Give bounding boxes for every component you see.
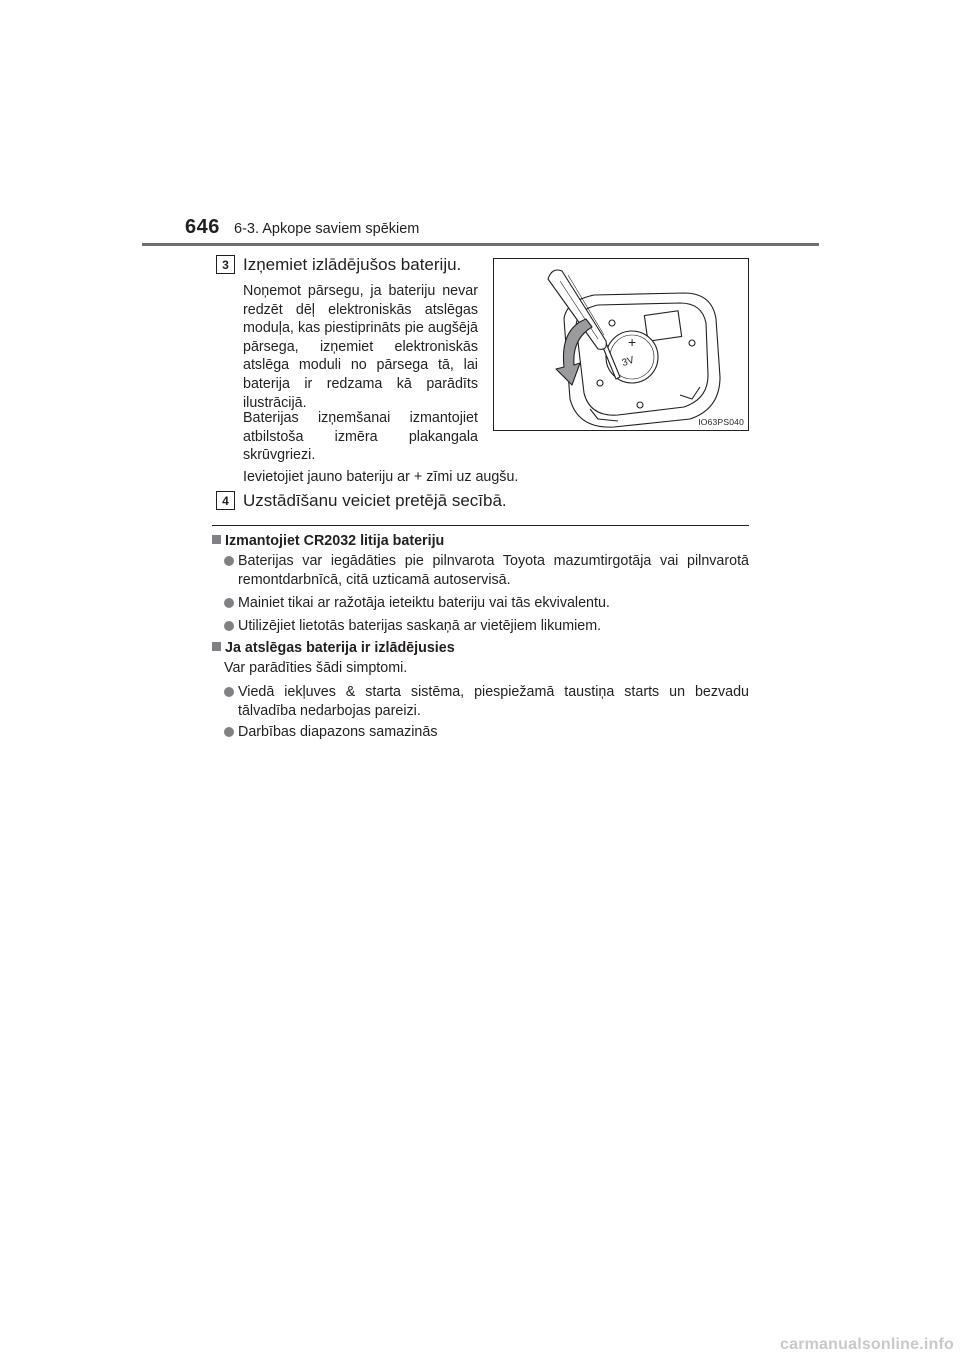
battery-voltage-label: 3V: [620, 354, 636, 369]
note-1-heading-text: Izmantojiet CR2032 litija bateriju: [225, 533, 445, 549]
section-title: 6-3. Apkope saviem spēkiem: [234, 221, 420, 237]
key-chip: [644, 311, 681, 341]
note-1-heading: [212, 533, 444, 549]
note-2-heading: [212, 640, 455, 656]
battery-removal-illustration: [493, 258, 749, 431]
circle-bullet-icon: [224, 727, 234, 737]
circle-bullet-icon: [224, 598, 234, 608]
battery-plus-mark: +: [628, 334, 637, 350]
step-3-paragraph-3: Ievietojiet jauno bateriju ar + zīmi uz augšu.: [243, 469, 519, 485]
circle-bullet-icon: [224, 687, 234, 697]
note-2-bullet-2: Darbības diapazons samazinās: [224, 723, 749, 742]
watermark: carmanualsonline.info: [780, 1336, 955, 1353]
figure-code: IO63PS040: [698, 417, 744, 427]
square-bullet-icon: [212, 642, 221, 651]
step-3-paragraph-1: Noņemot pārsegu, ja bateriju nevar redzēt dēļ elektroniskās atslēgas moduļa, kas piestiprināts pie augšējā pārsega, izņemiet elektroniskās atslēga moduli no pārsega tā, lai baterija ir redzama kā parādīts ilustrācijā.: [243, 283, 478, 411]
step-4-badge: 4: [216, 491, 235, 510]
note-2-intro: Var parādīties šādi simptomi.: [224, 660, 408, 676]
circle-bullet-icon: [224, 556, 234, 566]
note-1-bullet-3: Utilizējiet lietotās baterijas saskaņā ar vietējiem likumiem.: [224, 617, 749, 636]
step-4-heading: Uzstādīšanu veiciet pretējā secībā.: [243, 491, 507, 510]
step-3-heading: Izņemiet izlādējušos bateriju.: [243, 255, 462, 274]
step-3-paragraph-2: Baterijas izņemšanai izmantojiet atbilstoša izmēra plakangala skrūvgriezi.: [243, 410, 478, 464]
header-rule: [142, 243, 819, 246]
note-2-bullet-1: Viedā iekļuves & starta sistēma, piespiežamā taustiņa starts un bezvadu tālvadība nedarbojas pareizi.: [224, 683, 749, 721]
note-2-heading-text: Ja atslēgas baterija ir izlādējusies: [225, 640, 455, 656]
note-1-bullet-1: Baterijas var iegādāties pie pilnvarota Toyota mazumtirgotāja vai pilnvarotā remontdarbnīcā, citā uzticamā autoservisā.: [224, 552, 749, 590]
square-bullet-icon: [212, 535, 221, 544]
notes-divider: [212, 525, 749, 526]
note-1-bullet-2: Mainiet tikai ar ražotāja ieteiktu bateriju vai tās ekvivalentu.: [224, 594, 749, 613]
key-fob-screwdriver-drawing: [494, 259, 748, 430]
circle-bullet-icon: [224, 621, 234, 631]
page-number: 646: [185, 216, 220, 238]
rotation-arrow-icon: [556, 319, 592, 385]
step-3-badge: 3: [216, 255, 235, 274]
